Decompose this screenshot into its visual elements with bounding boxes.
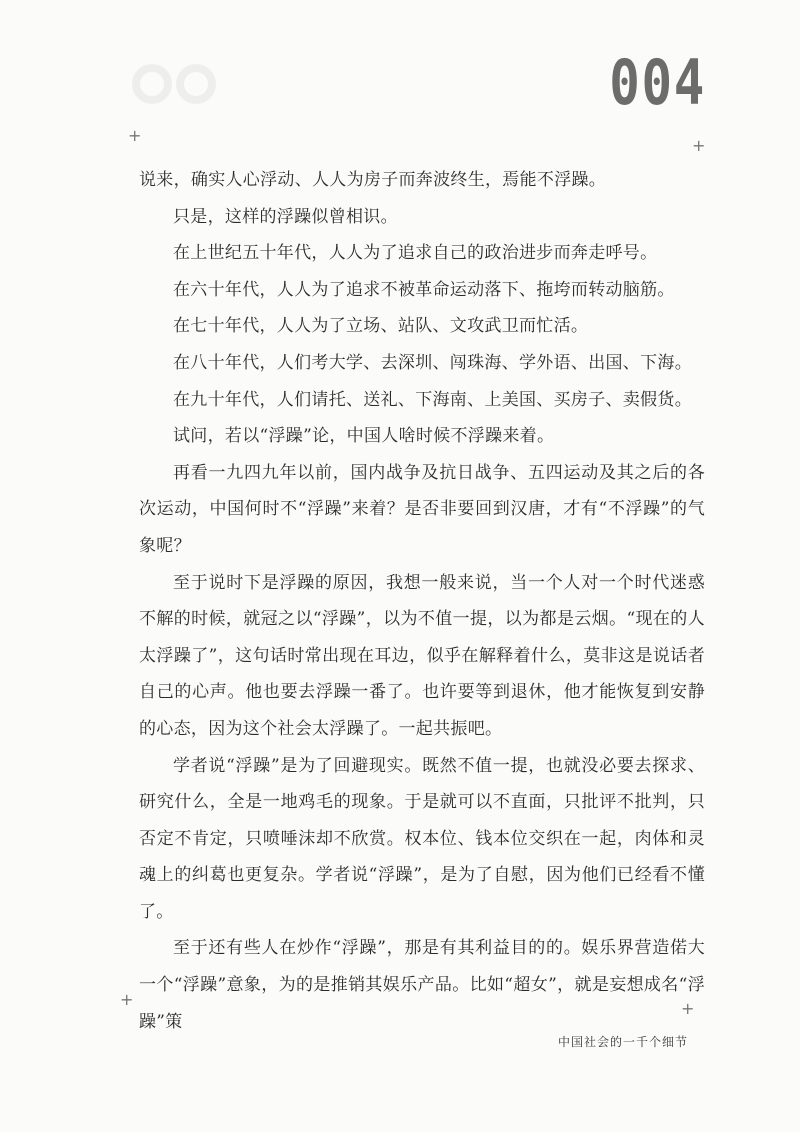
- faint-chapter-mark: [132, 62, 224, 106]
- page-number: 004: [609, 46, 706, 119]
- paragraph-9: 再看一九四九年以前，国内战争及抗日战争、五四运动及其之后的各次运动，中国何时不“浮躁”来着？是否非要回到汉唐，才有“不浮躁”的气象呢？: [139, 462, 705, 556]
- paragraph-12: 至于还有些人在炒作“浮躁”，那是有其利益目的的。娱乐界营造偌大一个“浮躁”意象，为的是推销其娱乐产品。比如“超女”，就是妄想成名“浮躁”策: [139, 938, 705, 1032]
- crop-mark-icon: +: [692, 136, 706, 155]
- paragraph-7: 在九十年代，人们请托、送礼、下海南、上美国、买房子、卖假货。: [173, 389, 692, 410]
- paragraph-2: 只是，这样的浮躁似曾相识。: [173, 206, 398, 227]
- paragraph-3: 在上世纪五十年代，人人为了追求自己的政治进步而奔走呼号。: [173, 243, 658, 264]
- paragraph-5: 在七十年代，人人为了立场、站队、文攻武卫而忙活。: [173, 316, 589, 337]
- paragraph-6: 在八十年代，人们考大学、去深圳、闯珠海、学外语、出国、下海。: [173, 352, 692, 373]
- paragraph-10: 至于说时下是浮躁的原因，我想一般来说，当一个人对一个时代迷惑不解的时候，就冠之以“浮躁”，以为不值一提，以为都是云烟。“现在的人太浮躁了”，这句话时常出现在耳边，似乎在解释着什么，莫非这是说话者自己的心声。他也要去浮躁一番了。也许要等到退休，他才能恢复到安静的心态，因为这个社会太浮躁了。一起共振吧。: [139, 572, 705, 739]
- running-footer: 中国社会的一千个细节: [557, 1035, 688, 1049]
- crop-mark-icon: +: [128, 126, 142, 145]
- paragraph-1: 说来，确实人心浮动、人人为房子而奔波终生，焉能不浮躁。: [139, 170, 607, 190]
- paragraph-8: 试问，若以“浮躁”论，中国人啥时候不浮躁来着。: [173, 426, 555, 447]
- paragraph-11: 学者说“浮躁”是为了回避现实。既然不值一提，也就没必要去探求、研究什么，全是一地鸡毛的现象。于是就可以不直面，只批评不批判，只否定不肯定，只喷唾沫却不欣赏。权本位、钱本位交织在一起，肉体和灵魂上的纠葛也更复杂。学者说“浮躁”，是为了自慰，因为他们已经看不懂了。: [139, 755, 705, 922]
- crop-mark-icon: +: [120, 990, 134, 1009]
- crop-mark-icon: +: [681, 999, 695, 1018]
- body-text: [139, 162, 705, 1040]
- paragraph-4: 在六十年代，人人为了追求不被革命运动落下、拖垮而转动脑筋。: [173, 279, 675, 300]
